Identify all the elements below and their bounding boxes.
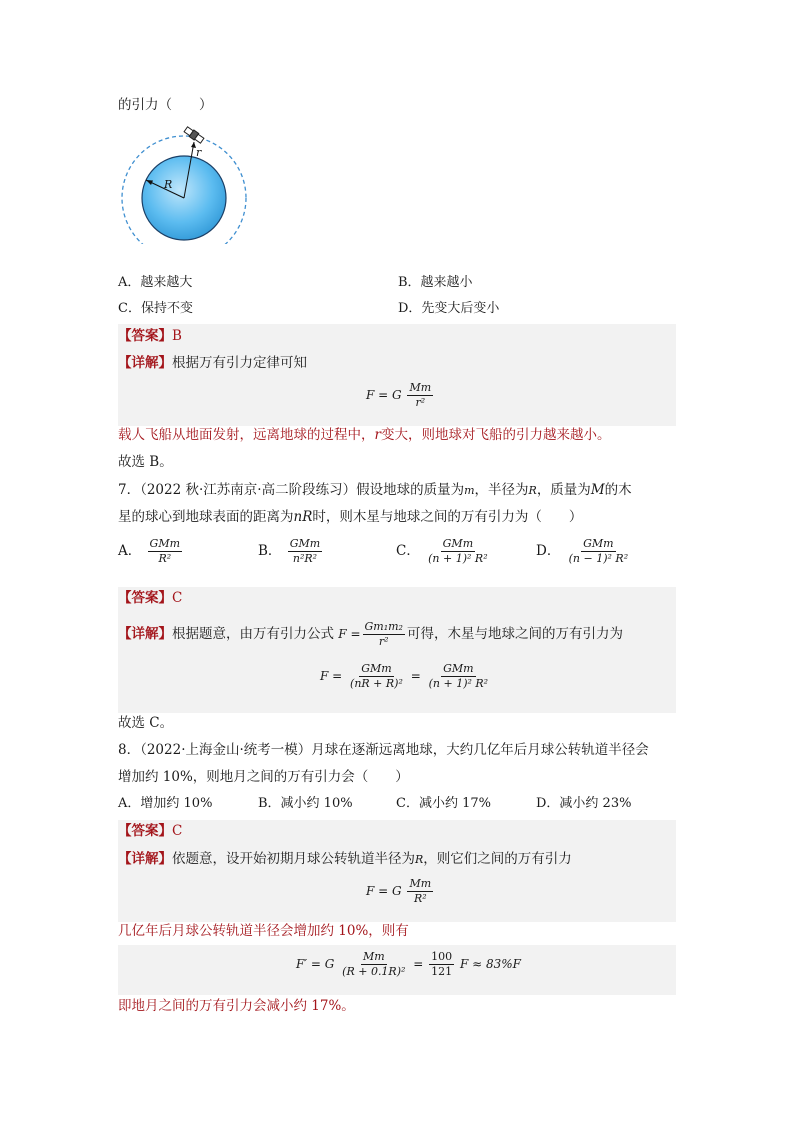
q8-stem-line2: 增加约 10%，则地月之间的万有引力会（ ）	[118, 769, 409, 785]
q6-detail-line: 【详解】根据万有引力定律可知	[118, 355, 307, 371]
q7-stem-line2: 星的球心到地球表面的距离为nR时，则木星与地球之间的万有引力为（ ）	[118, 509, 583, 525]
q7-option-d: D． $\frac{\text{GMm}}{\text{(n − 1)² R²}}$	[536, 537, 629, 565]
label-r: r	[196, 146, 202, 159]
q8-option-d: D．减小约 23%	[536, 796, 632, 811]
q6-choose: 故选 B。	[118, 454, 173, 470]
q8-option-c: C．减小约 17%	[396, 796, 491, 811]
q8-detail-line: 【详解】依题意，设开始初期月球公转轨道半径为R，则它们之间的万有引力	[118, 851, 572, 867]
q8-mid-text: 几亿年后月球公转轨道半径会增加约 10%，则有	[118, 923, 409, 939]
q8-conclusion: 即地月之间的万有引力会减小约 17%。	[118, 998, 355, 1014]
q7-formula: F = $\frac{\text{GMm}}{\text{(nR + R)²}}$ = $\frac{\text{GMm}}{\text{(n + 1)² R²}}$	[320, 662, 489, 690]
q7-choose: 故选 C。	[118, 715, 174, 731]
q6-option-a: A．越来越大	[118, 275, 193, 290]
q7-stem-line1: 7．（2022 秋·江苏南京·高二阶段练习）假设地球的质量为m，半径为R，质量为M的木	[118, 482, 632, 498]
q6-formula: F = G $\frac{Mm}{\text{r²}}$	[366, 381, 432, 409]
label-R: R	[164, 178, 173, 191]
q7-option-c: C． $\frac{\text{GMm}}{\text{(n + 1)² R²}}$	[396, 537, 488, 565]
q8-formula1: F = G $\frac{Mm}{\text{R²}}$	[366, 877, 432, 905]
q7-detail-line: 【详解】根据题意，由万有引力公式 F = $\frac{\text{Gm₁m₂}}{\text{r²}}$ 可得，木星与地球之间的万有引力为	[118, 620, 623, 648]
q8-option-a: A．增加约 10%	[118, 796, 213, 811]
q8-answer-box	[118, 820, 676, 922]
q8-formula2-box	[118, 945, 676, 995]
q6-option-b: B．越来越小	[398, 275, 473, 290]
q6-conclusion: 载人飞船从地面发射，远离地球的过程中，r变大，则地球对飞船的引力越来越小。	[118, 427, 611, 443]
q6-option-c: C．保持不变	[118, 301, 193, 316]
q7-option-a: A． $\frac{\text{GMm}}{\text{R²}}$	[118, 537, 181, 565]
q8-answer-line: 【答案】C	[118, 823, 183, 839]
q6-option-d: D．先变大后变小	[398, 301, 500, 316]
q6-stem-tail: 的引力（ ）	[118, 97, 213, 113]
q8-formula2: F′ = G $\frac{Mm}{\text{(R + 0.1R)²}}$ = $\frac{100}{121}$ F ≈ 83%F	[296, 950, 521, 978]
q7-option-b: B． $\frac{\text{GMm}}{\text{n²R²}}$	[258, 537, 321, 565]
q6-answer-line: 【答案】B	[118, 328, 182, 344]
q8-stem-line1: 8．（2022·上海金山·统考一模）月球在逐渐远离地球，大约几亿年后月球公转轨道半径会	[118, 742, 649, 758]
q7-answer-box	[118, 587, 676, 713]
satellite-icon	[184, 126, 205, 144]
q8-option-b: B．减小约 10%	[258, 796, 353, 811]
earth-orbit-figure	[118, 122, 250, 244]
q6-answer-box	[118, 324, 676, 426]
q7-answer-line: 【答案】C	[118, 590, 183, 606]
